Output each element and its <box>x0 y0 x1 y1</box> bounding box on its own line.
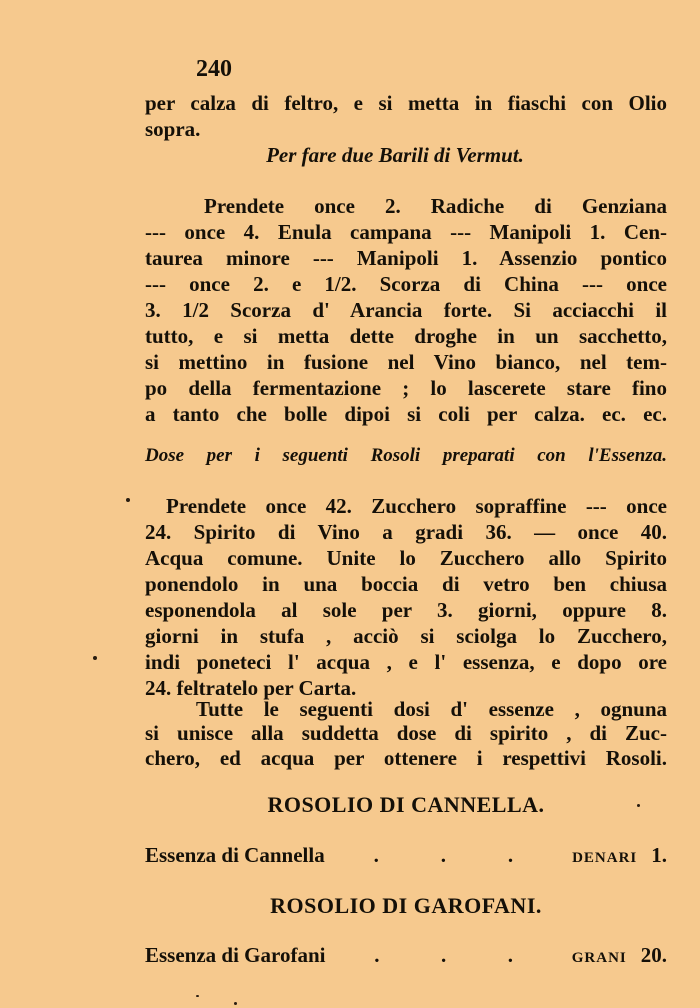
text-line: 24. Spirito di Vino a gradi 36. — once 40. <box>145 520 667 544</box>
text-line: Tutte le seguenti dosi d' essenze , ognuna <box>196 697 667 721</box>
text-line: --- once 2. e 1/2. Scorza di China --- once <box>145 272 667 296</box>
text-line: a tanto che bolle dipoi si coli per calza. ec. ec. <box>145 402 667 426</box>
text-line: esponendola al sole per 3. giorni, oppure 8. <box>145 598 667 622</box>
text-line: ponendolo in una boccia di vetro ben chiusa <box>145 572 667 596</box>
section-title-dose: Dose per i seguenti Rosoli preparati con l'Essenza. <box>145 445 667 466</box>
ingredient-name: Essenza di Garofani <box>145 943 326 967</box>
text-line: taurea minore --- Manipoli 1. Assenzio pontico <box>145 246 667 270</box>
text-line: Acqua comune. Unite lo Zucchero allo Spirito <box>145 546 667 570</box>
paper-speck <box>126 498 130 502</box>
recipe-row-garofani <box>145 943 667 968</box>
recipe-heading-garofani: ROSOLIO DI GAROFANI. <box>270 893 542 918</box>
paper-speck <box>196 995 199 997</box>
recipe-heading-cannella: ROSOLIO DI CANNELLA. <box>267 792 545 817</box>
text-line: po della fermentazione ; lo lascerete stare fino <box>145 376 667 400</box>
ingredient-name: Essenza di Cannella <box>145 843 325 867</box>
section-title-vermut: Per fare due Barili di Vermut. <box>266 143 524 167</box>
leader-dot: . <box>373 843 379 867</box>
paper-speck <box>93 656 97 660</box>
text-line: indi poneteci l' acqua , e l' essenza, e dopo ore <box>145 650 667 674</box>
unit-label: DENARI <box>572 850 638 866</box>
text-line: per calza di feltro, e si metta in fiaschi con Olio <box>145 91 667 115</box>
leader-dot: . <box>507 943 513 967</box>
paper-speck <box>234 1002 237 1005</box>
leader-dots <box>325 843 572 868</box>
leader-dot: . <box>440 943 447 967</box>
text-line: tutto, e si metta dette droghe in un sacchetto, <box>145 324 667 348</box>
page-number: 240 <box>196 56 232 82</box>
text-line: 3. 1/2 Scorza d' Arancia forte. Si acciacchi il <box>145 298 667 322</box>
leader-dots <box>325 943 571 968</box>
text-line: si unisce alla suddetta dose di spirito , di Zuc- <box>145 721 667 745</box>
leader-dot: . <box>507 843 514 867</box>
text-line: chero, ed acqua per ottenere i respettivi Rosoli. <box>145 746 667 770</box>
text-line: Prendete once 42. Zucchero sopraffine --- once <box>166 494 667 518</box>
text-line: --- once 4. Enula campana --- Manipoli 1. Cen- <box>145 220 667 244</box>
text-line: Prendete once 2. Radiche di Genziana <box>204 194 667 218</box>
leader-dot: . <box>440 843 446 867</box>
text-line: 24. feltratelo per Carta. <box>145 676 357 700</box>
paper-speck <box>637 804 640 807</box>
text-line: giorni in stufa , acciò si sciolga lo Zucchero, <box>145 624 667 648</box>
leader-dot: . <box>374 943 380 967</box>
text-line: sopra. <box>145 117 201 141</box>
quantity: 1. <box>651 843 667 867</box>
unit-label: GRANI <box>571 950 627 966</box>
quantity: 20. <box>640 943 667 967</box>
text-line: si mettino in fusione nel Vino bianco, nel tem- <box>145 350 667 374</box>
recipe-row-cannella <box>145 843 667 868</box>
